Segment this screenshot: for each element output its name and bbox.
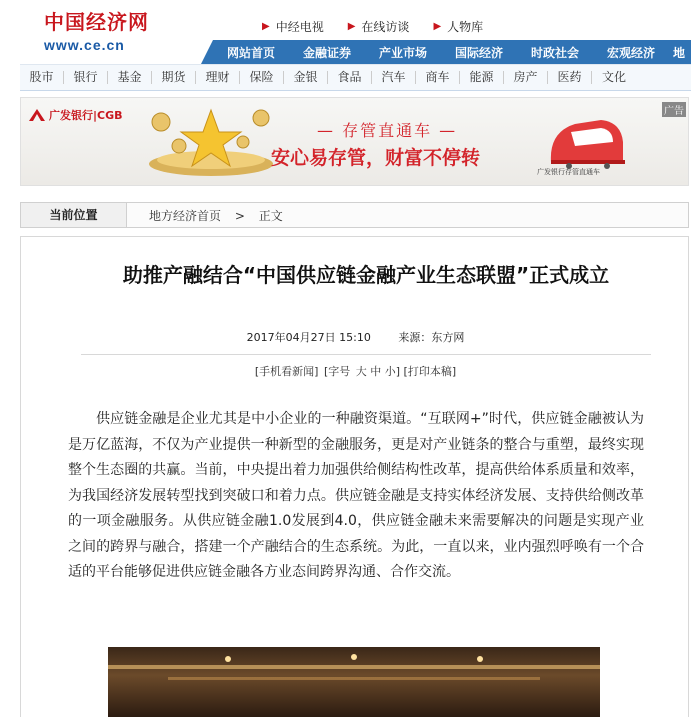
banner-ad[interactable] [20,97,689,186]
main-nav-home[interactable]: 网站首页 [226,45,275,60]
sub-nav-item[interactable]: 金银 [284,71,328,84]
train-caption: 广发银行存管直通车 [537,168,600,176]
sub-nav-item[interactable]: 医药 [548,71,592,84]
main-nav-politics[interactable]: 时政社会 [530,45,579,60]
top-link-cetv[interactable] [262,18,324,35]
top-link-people[interactable] [433,18,483,35]
sub-nav-item[interactable]: 能源 [460,71,504,84]
article-source: 来源：东方网 [398,331,465,344]
sub-nav-item[interactable]: 保险 [240,71,284,84]
triangle-right-icon: ▶ [433,21,442,32]
top-link-interview[interactable] [348,18,410,35]
ad-label: 广告 [662,102,686,117]
sub-nav-item[interactable]: 理财 [196,71,240,84]
sub-nav-item[interactable]: 基金 [108,71,152,84]
article-title: 助推产融结合“中国供应链金融产业生态联盟”正式成立 [122,263,610,287]
main-nav-macro[interactable]: 宏观经济 [606,45,655,60]
top-link-label: 人物库 [447,20,484,34]
breadcrumb-current: 正文 [258,208,283,223]
breadcrumb [20,202,689,228]
top-link-label: 中经电视 [275,20,324,34]
sub-nav-item[interactable]: 股市 [20,71,64,84]
print-link[interactable]: [打印本稿] [403,365,457,378]
font-size-small-link[interactable]: 小] [384,365,401,378]
article-tools [21,363,690,379]
font-size-medium-link[interactable]: 中 [370,365,382,378]
breadcrumb-path [127,207,293,224]
breadcrumb-label: 当前位置 [21,203,127,227]
bank-name: 广发银行|CGB [49,109,123,122]
sub-nav-item[interactable]: 食品 [328,71,372,84]
article-meta [21,329,690,345]
top-links [262,18,507,35]
main-nav-industry[interactable]: 产业市场 [378,45,427,60]
sub-nav-item[interactable]: 汽车 [372,71,416,84]
article-datetime: 2017年04月27日 15:10 [246,331,371,344]
breadcrumb-separator: > [234,208,245,223]
banner-slogan-top: — 存管直通车 — [317,121,458,140]
gold-coins-illustration [131,102,291,182]
main-nav-finance[interactable]: 金融证券 [302,45,351,60]
triangle-right-icon: ▶ [347,21,356,32]
train-illustration [541,112,629,170]
article-paragraph: 供应链金融是企业尤其是中小企业的一种融资渠道。“互联网+”时代，供应链金融被认为是万亿蓝海，不仅为产业提供一种新型的金融服务，更是对产业链条的整合与重塑，最终实现整个生态圈的共赢。当前，中央提出着力加强供给侧结构性改革，提高供给体系质量和效率，为我国经济发展转型找到突破口和着力点。供应链金融是支持实体经济发展、支持供给侧改革的一项金融服务。从供应链金融1.0发展到4.0，供应链金融未来需要解决的问题是实现产业之间的跨界与融合，搭建一个产融结合的生态系统。为此，一直以来，业内强烈呼唤有一个合适的平台能够促进供应链金融各方业态间跨界沟通、合作交流。 [68,411,644,580]
font-size-large-link[interactable]: 大 [355,365,367,378]
sub-nav [20,64,691,91]
logo-url: www.ce.cn [44,37,125,53]
article [20,236,689,717]
sub-nav-item[interactable]: 期货 [152,71,196,84]
triangle-right-icon: ▶ [262,21,270,32]
top-link-label: 在线访谈 [361,20,410,34]
bank-mark-icon [29,109,45,121]
sub-nav-item[interactable]: 商车 [416,71,460,84]
divider [81,354,651,355]
sub-nav-item[interactable]: 银行 [64,71,108,84]
font-size-label: [字号 [323,365,351,378]
logo-text: 中国经济网 [44,10,149,34]
ceiling-lights-illustration [108,647,600,717]
sub-nav-item[interactable]: 房产 [504,71,548,84]
main-nav [0,40,691,64]
sub-nav-item[interactable]: 文化 [601,70,626,84]
banner-slogan-main: 安心易存管，财富不停转 [271,147,481,169]
bank-logo [29,107,123,123]
main-nav-bar [213,40,691,64]
main-nav-local[interactable]: 地 [672,45,685,60]
breadcrumb-link-local[interactable]: 地方经济首页 [149,208,222,223]
article-photo [108,647,600,717]
mobile-news-link[interactable]: [手机看新闻] [254,365,319,378]
main-nav-international[interactable]: 国际经济 [454,45,503,60]
